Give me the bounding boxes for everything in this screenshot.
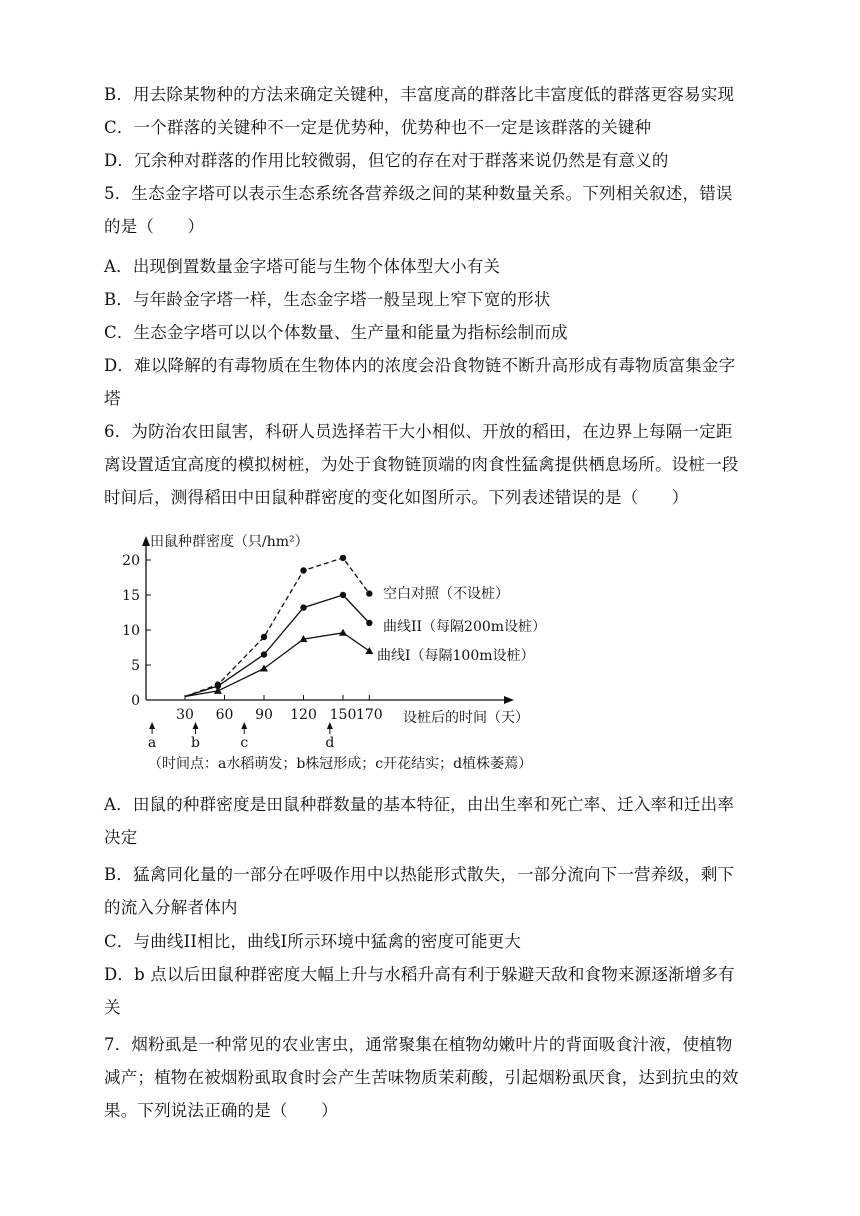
data-point	[214, 687, 222, 694]
time-point-arrowhead	[193, 722, 199, 729]
y-tick-label: 0	[131, 693, 140, 709]
series-label: 曲线II（每隔200m设桩）	[383, 619, 547, 635]
text-line: 塔	[104, 389, 121, 408]
text-line: 决定	[104, 828, 138, 847]
time-point-arrowhead	[327, 722, 333, 729]
series-line	[185, 558, 369, 697]
y-axis-label: 田鼠种群密度（只/hm²）	[150, 534, 309, 550]
data-point	[261, 651, 267, 657]
data-point	[365, 647, 373, 654]
text-line: A．田鼠的种群密度是田鼠种群数量的基本特征，由出生率和死亡率、迁入率和迁出率	[104, 795, 735, 814]
data-point	[366, 590, 372, 596]
x-tick-label: 30	[176, 707, 194, 723]
time-point-label: a	[147, 735, 157, 751]
text-line: 时间后，测得稻田中田鼠种群密度的变化如图所示。下列表述错误的是（ ）	[104, 488, 689, 507]
text-line: 5．生态金字塔可以表示生态系统各营养级之间的某种数量关系。下列相关叙述，错误	[104, 184, 733, 203]
time-point-arrowhead	[149, 722, 155, 729]
x-tick-label: 60	[215, 707, 234, 723]
x-tick-label: 150	[329, 707, 357, 723]
series-line	[185, 633, 369, 697]
x-tick-label: 90	[255, 707, 273, 723]
text-line: D．b 点以后田鼠种群密度大幅上升与水稻升高有利于躲避天敌和食物来源逐渐增多有	[104, 965, 735, 984]
text-line: 的流入分解者体内	[104, 898, 238, 917]
text-line: 离设置适宜高度的模拟树桩，为处于食物链顶端的肉食性猛禽提供栖息场所。设桩一段	[104, 455, 739, 474]
data-point	[340, 592, 346, 598]
text-line: B．用去除某物种的方法来确定关键种，丰富度高的群落比丰富度低的群落更容易实现	[104, 85, 735, 104]
y-tick-label: 20	[122, 553, 140, 569]
time-point-arrowhead	[241, 722, 247, 729]
series-line	[185, 595, 369, 697]
text-line: 的是（ ）	[104, 217, 205, 236]
time-point-label: c	[240, 735, 249, 751]
data-point	[261, 634, 267, 640]
y-tick-label: 5	[131, 658, 140, 674]
text-line: C．生态金字塔可以以个体数量、生产量和能量为指标绘制而成	[104, 323, 568, 342]
data-point	[339, 629, 347, 636]
x-axis-label: 设桩后的时间（天）	[403, 710, 529, 726]
text-line: D．冗余种对群落的作用比较微弱，但它的存在对于群落来说仍然是有意义的	[104, 151, 669, 170]
y-tick-label: 10	[122, 623, 140, 639]
text-line: A．出现倒置数量金字塔可能与生物个体体型大小有关	[104, 257, 501, 276]
chart-caption: （时间点：a水稻萌发；b株冠形成；c开花结实；d植株萎蔫）	[148, 756, 533, 772]
text-line: 关	[104, 998, 121, 1017]
data-point	[366, 620, 372, 626]
text-line: 7．烟粉虱是一种常见的农业害虫，通常聚集在植物幼嫩叶片的背面吸食汁液，使植物	[104, 1035, 733, 1054]
text-line: D．难以降解的有毒物质在生物体内的浓度会沿食物链不断升高形成有毒物质富集金字	[104, 356, 736, 375]
series-label: 曲线I（每隔100m设桩）	[377, 648, 535, 664]
series-label: 空白对照（不设桩）	[383, 586, 509, 602]
data-point	[300, 604, 306, 610]
text-line: C．一个群落的关键种不一定是优势种，优势种也不一定是该群落的关键种	[104, 118, 652, 137]
x-axis-arrow	[504, 696, 514, 704]
text-line: 6．为防治农田鼠害，科研人员选择若干大小相似、开放的稻田，在边界上每隔一定距	[104, 422, 733, 441]
y-tick-label: 15	[122, 588, 140, 604]
time-point-label: d	[325, 735, 335, 751]
text-line: 果。下列说法正确的是（ ）	[104, 1101, 338, 1120]
data-point	[300, 567, 306, 573]
data-point	[340, 555, 346, 561]
time-point-label: b	[191, 735, 201, 751]
text-line: 减产；植物在被烟粉虱取食时会产生苦味物质茉莉酸，引起烟粉虱厌食，达到抗虫的效	[104, 1068, 739, 1087]
text-line: B．与年龄金字塔一样，生态金字塔一般呈现上窄下宽的形状	[104, 290, 551, 309]
x-tick-label: 170	[355, 707, 383, 723]
data-point	[260, 665, 268, 672]
y-axis-arrow	[142, 536, 150, 546]
x-tick-label: 120	[290, 707, 317, 723]
text-line: B．猛禽同化量的一部分在呼吸作用中以热能形式散失，一部分流向下一营养级，剩下	[104, 865, 735, 884]
text-line: C．与曲线II相比，曲线I所示环境中猛禽的密度可能更大	[104, 932, 522, 951]
